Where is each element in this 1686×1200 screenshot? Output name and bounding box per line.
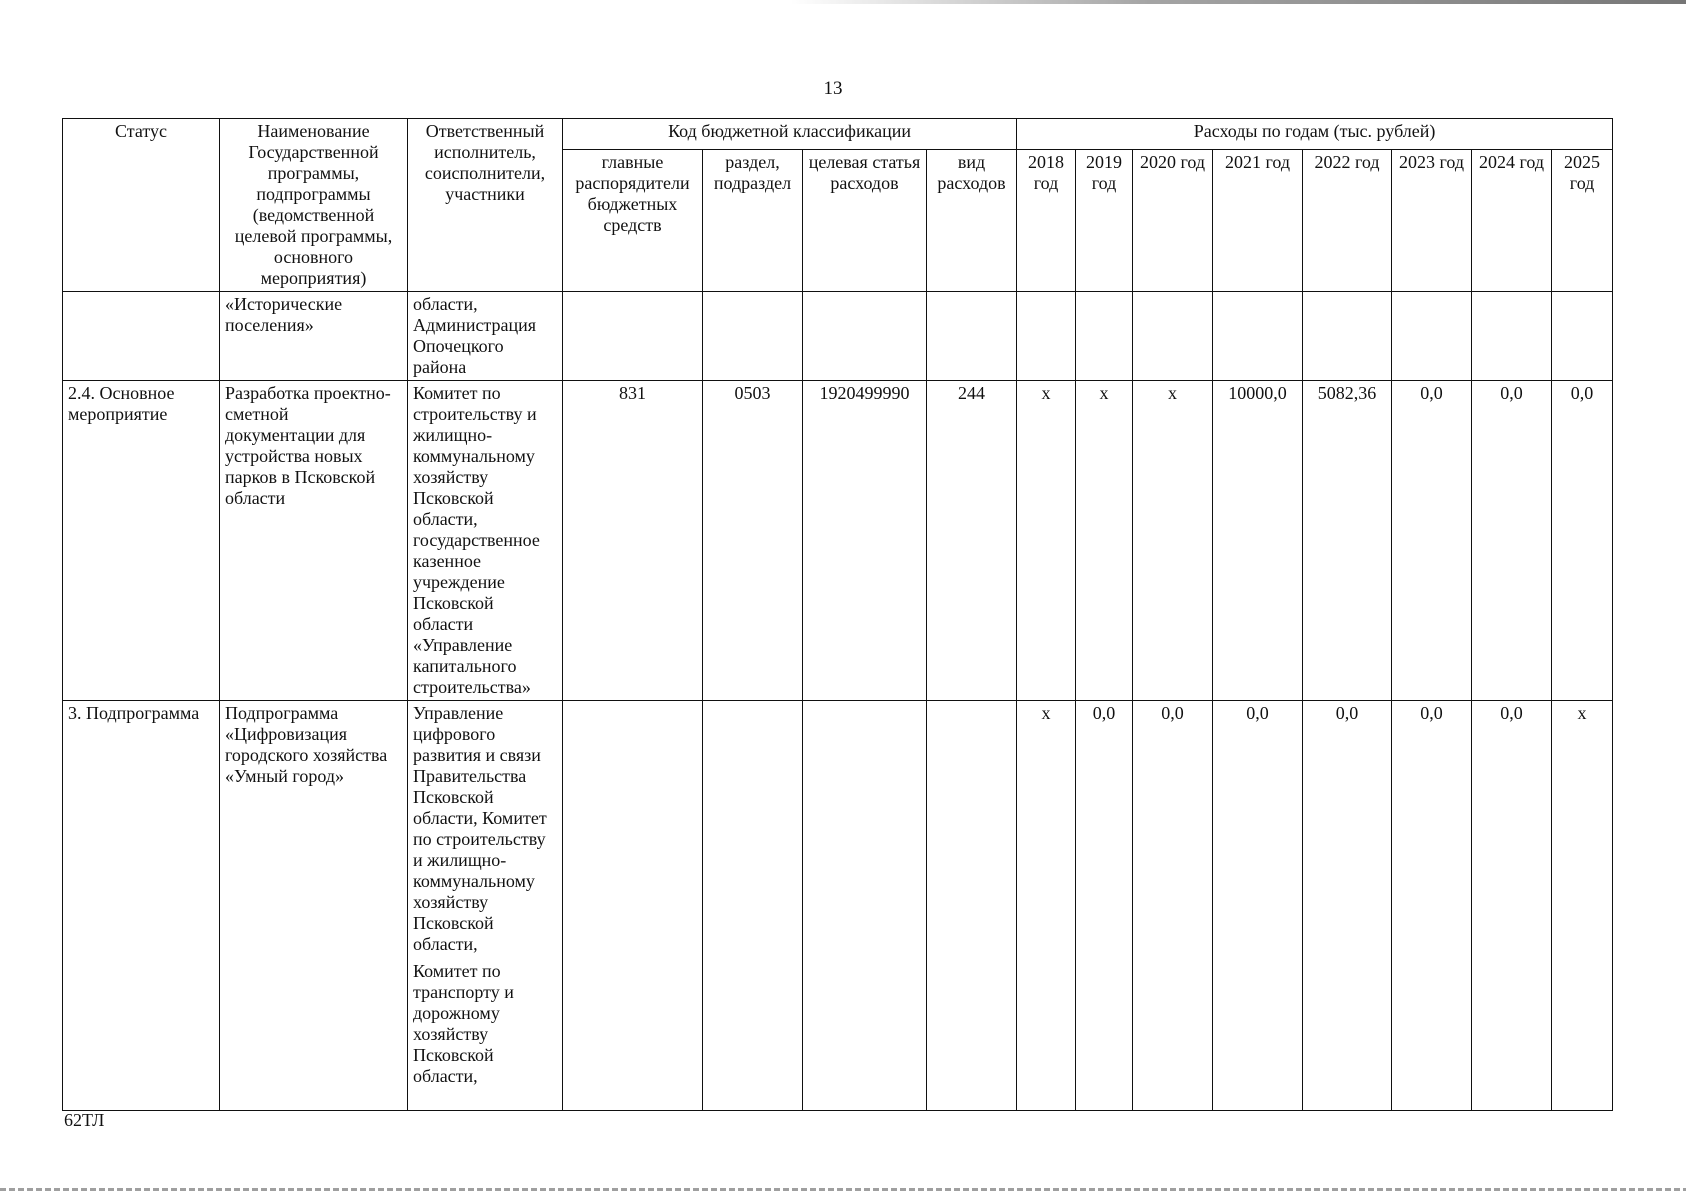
row-executor-main: Управление цифрового развития и связи Правительства Псковской области, Комитет по строительству и жилищно-коммунальному хозяйству Псковской области, — [413, 703, 547, 954]
header-year-2019: 2019 год — [1076, 150, 1133, 292]
header-executor: Ответственный исполнитель, соисполнители, участники — [408, 119, 563, 292]
row-value-2022: 5082,36 — [1303, 381, 1392, 701]
scan-edge-bottom — [0, 1188, 1686, 1191]
header-code-expense-type: вид расходов — [927, 150, 1017, 292]
row-value-2023 — [1392, 292, 1472, 381]
header-budget-code-group: Код бюджетной классификации — [563, 119, 1017, 150]
row-code-target-article — [803, 292, 927, 381]
row-code-section: 0503 — [703, 381, 803, 701]
row-executor: области, Администрация Опочецкого района — [408, 292, 563, 381]
row-value-2018: x — [1017, 381, 1076, 701]
row-value-2024: 0,0 — [1472, 381, 1552, 701]
row-code-main-manager — [563, 701, 703, 1111]
header-status: Статус — [63, 119, 220, 292]
row-value-2020: x — [1133, 381, 1213, 701]
row-code-expense-type — [927, 292, 1017, 381]
row-value-2025: 0,0 — [1552, 381, 1613, 701]
row-code-section — [703, 701, 803, 1111]
header-expenses-group: Расходы по годам (тыс. рублей) — [1017, 119, 1613, 150]
header-code-target-article: целевая статья расходов — [803, 150, 927, 292]
row-value-2020 — [1133, 292, 1213, 381]
header-year-2022: 2022 год — [1303, 150, 1392, 292]
row-executor-extra: Комитет по транспорту и дорожному хозяйству Псковской области, — [413, 961, 514, 1086]
header-year-2018: 2018 год — [1017, 150, 1076, 292]
header-year-2020: 2020 год — [1133, 150, 1213, 292]
table-row — [63, 701, 1613, 1111]
header-year-2023: 2023 год — [1392, 150, 1472, 292]
row-value-2021: 10000,0 — [1213, 381, 1303, 701]
row-name: Подпрограмма «Цифровизация городского хозяйства «Умный город» — [220, 701, 408, 1111]
page-number: 13 — [823, 78, 843, 99]
row-code-main-manager: 831 — [563, 381, 703, 701]
row-status — [63, 292, 220, 381]
row-value-2019 — [1076, 292, 1133, 381]
row-value-2019: x — [1076, 381, 1133, 701]
row-code-main-manager — [563, 292, 703, 381]
row-code-target-article — [803, 701, 927, 1111]
row-value-2023: 0,0 — [1392, 701, 1472, 1111]
row-value-2021: 0,0 — [1213, 701, 1303, 1111]
header-name: Наименование Государственной программы, подпрограммы (ведомственной целевой программы, основного мероприятия) — [220, 119, 408, 292]
row-value-2024: 0,0 — [1472, 701, 1552, 1111]
row-code-expense-type — [927, 701, 1017, 1111]
header-code-main-managers: главные распорядители бюджетных средств — [563, 150, 703, 292]
row-value-2021 — [1213, 292, 1303, 381]
table-row — [63, 381, 1613, 701]
row-executor — [408, 701, 563, 1111]
row-status: 2.4. Основное мероприятие — [63, 381, 220, 701]
row-value-2023: 0,0 — [1392, 381, 1472, 701]
row-value-2022 — [1303, 292, 1392, 381]
row-value-2024 — [1472, 292, 1552, 381]
row-value-2022: 0,0 — [1303, 701, 1392, 1111]
header-code-section: раздел, подраздел — [703, 150, 803, 292]
row-value-2018 — [1017, 292, 1076, 381]
row-code-target-article: 1920499990 — [803, 381, 927, 701]
header-year-2025: 2025 год — [1552, 150, 1613, 292]
row-code-expense-type: 244 — [927, 381, 1017, 701]
row-value-2020: 0,0 — [1133, 701, 1213, 1111]
scan-edge-top — [790, 0, 1686, 4]
row-name: Разработка проектно-сметной документации для устройства новых парков в Псковской области — [220, 381, 408, 701]
row-value-2025 — [1552, 292, 1613, 381]
row-value-2018: x — [1017, 701, 1076, 1111]
row-executor: Комитет по строительству и жилищно-коммунальному хозяйству Псковской области, государственное казенное учреждение Псковской области «Управление капитального строительства» — [408, 381, 563, 701]
row-value-2019: 0,0 — [1076, 701, 1133, 1111]
budget-table — [62, 118, 1613, 1111]
header-year-2021: 2021 год — [1213, 150, 1303, 292]
row-code-section — [703, 292, 803, 381]
footer-code: 62ТЛ — [64, 1110, 105, 1130]
row-value-2025: x — [1552, 701, 1613, 1111]
row-status: 3. Подпрограмма — [63, 701, 220, 1111]
header-year-2024: 2024 год — [1472, 150, 1552, 292]
row-name: «Исторические поселения» — [220, 292, 408, 381]
table-row — [63, 292, 1613, 381]
